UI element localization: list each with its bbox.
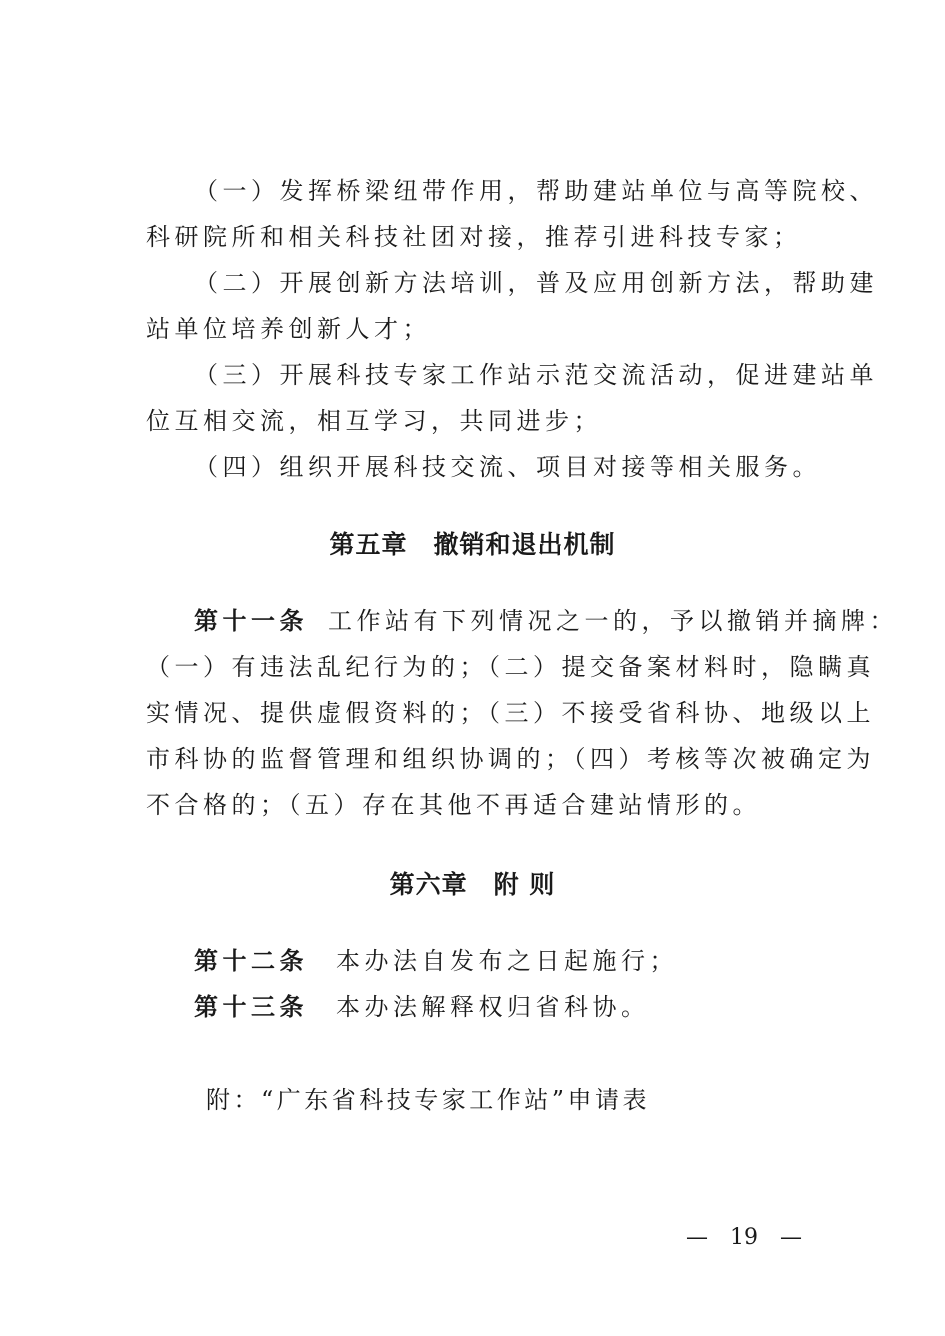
article-11-line-1	[194, 598, 898, 644]
item-3-line-2: 位互相交流，相互学习，共同进步；	[146, 407, 602, 435]
item-2-line-2: 站单位培养创新人才；	[146, 315, 431, 343]
article-13-label: 第十三条	[194, 992, 308, 1021]
chapter-6-heading	[0, 862, 945, 908]
chapter-6-number: 第六章	[389, 870, 468, 899]
chapter-6-title: 附 则	[493, 870, 556, 899]
page-number: 19	[730, 1225, 758, 1250]
chapter-5-title: 撤销和退出机制	[433, 530, 616, 559]
item-1-line-2: 科研院所和相关科技社团对接，推荐引进科技专家；	[146, 223, 802, 251]
article-11-label: 第十一条	[194, 606, 308, 635]
article-12-label: 第十二条	[194, 946, 308, 975]
item-1-line-1: （一）发挥桥梁纽带作用，帮助建站单位与高等院校、	[194, 177, 878, 205]
article-12-text: 本办法自发布之日起施行；	[336, 947, 678, 975]
article-13-text: 本办法解释权归省科协。	[336, 993, 650, 1021]
article-12-line	[194, 938, 806, 984]
article-11-line-3: 实情况、提供虚假资料的；（三）不接受省科协、地级以上	[146, 699, 875, 727]
footer-dash-left: —	[686, 1225, 708, 1250]
chapter-5-heading	[0, 522, 945, 568]
footer-dash-right: —	[780, 1225, 802, 1250]
page-footer	[686, 1218, 802, 1258]
article-11-text: 工作站有下列情况之一的，予以撤销并摘牌：	[328, 607, 898, 635]
item-4-line-1: （四）组织开展科技交流、项目对接等相关服务。	[194, 453, 821, 481]
article-11-line-5: 不合格的；（五）存在其他不再适合建站情形的。	[146, 791, 761, 819]
article-11-line-4: 市科协的监督管理和组织协调的；（四）考核等次被确定为	[146, 745, 875, 773]
item-3-line-1: （三）开展科技专家工作站示范交流活动，促进建站单	[194, 361, 878, 389]
chapter-5-number: 第五章	[329, 530, 408, 559]
article-11-line-2: （一）有违法乱纪行为的；（二）提交备案材料时，隐瞒真	[146, 653, 875, 681]
article-13-line	[194, 984, 806, 1030]
item-2-line-1: （二）开展创新方法培训，普及应用创新方法，帮助建	[194, 269, 878, 297]
attachment-note: 附：“广东省科技专家工作站”申请表	[206, 1086, 651, 1114]
